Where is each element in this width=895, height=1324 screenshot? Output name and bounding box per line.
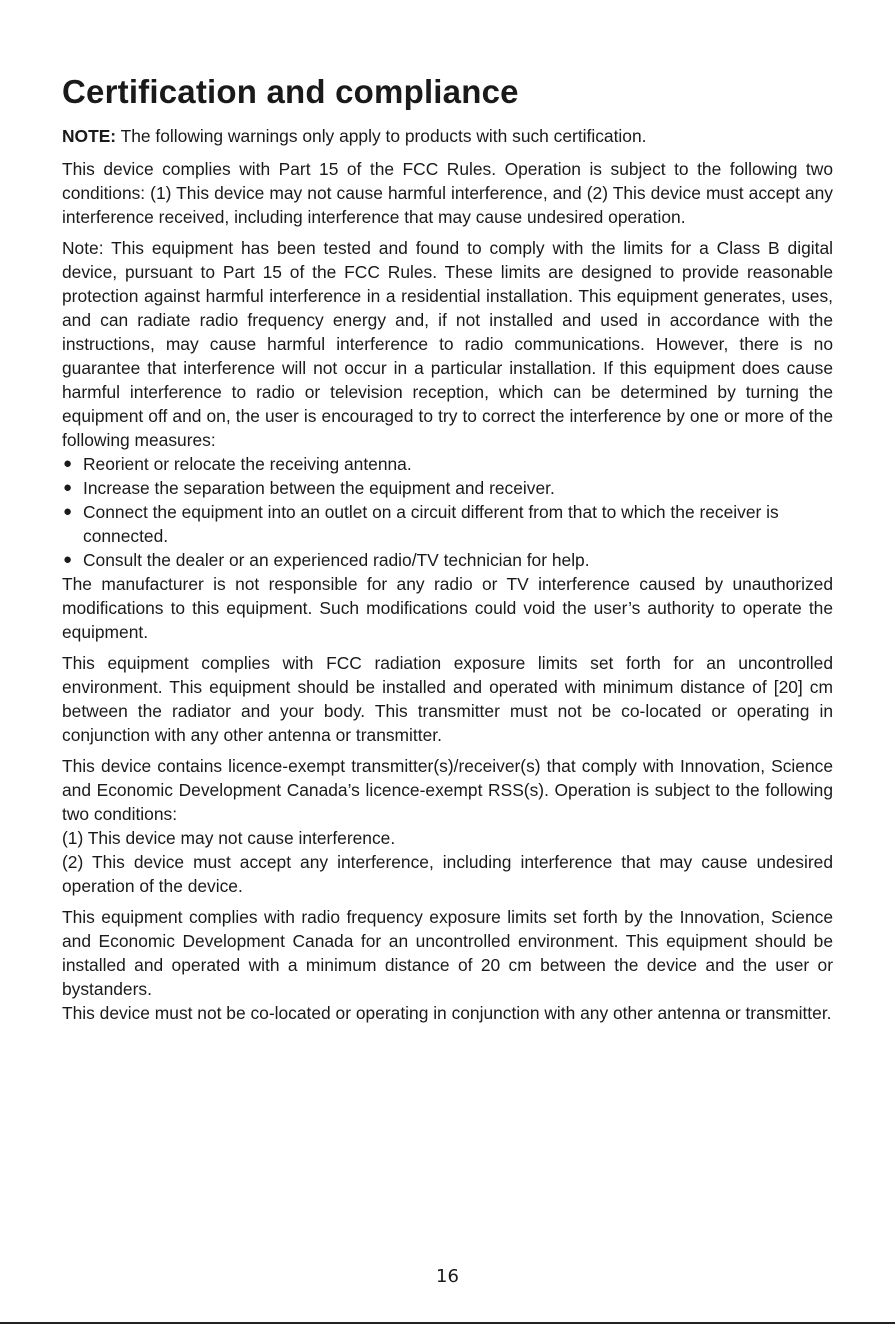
ised-condition-2: (2) This device must accept any interference, including interference that may cause undesired operation of the device. <box>62 851 833 896</box>
list-item: ● Increase the separation between the equipment and receiver. <box>63 477 555 498</box>
note-label: NOTE: <box>62 125 117 146</box>
list-item: ● Reorient or relocate the receiving antenna. <box>63 453 412 474</box>
fcc-exposure-paragraph: This equipment complies with FCC radiation exposure limits set forth for an uncontrolled environment. This equipment should be installed and operated with minimum distance of [20] cm between the radiator and your body. This transmitter must not be co-located or operating in conjunction with any other antenna or transmitter. <box>62 652 833 745</box>
bullet-icon: ● <box>63 550 73 568</box>
ised-condition-1: (1) This device may not cause interference. <box>62 827 396 848</box>
ised-exposure-paragraph: This equipment complies with radio frequency exposure limits set forth by the Innovation, Science and Economic Development Canada for an uncontrolled environment. This equipment should be installed and operated with a minimum distance of 20 cm between the device and the user or bystanders. <box>62 906 833 999</box>
certification-note <box>62 124 833 148</box>
interference-measures-list <box>62 452 833 572</box>
bullet-icon: ● <box>63 454 73 472</box>
co-location-paragraph: This device must not be co-located or operating in conjunction with any other antenna or transmitter. <box>62 1002 832 1023</box>
list-item: ● Consult the dealer or an experienced radio/TV technician for help. <box>63 549 590 570</box>
class-b-note-paragraph: Note: This equipment has been tested and found to comply with the limits for a Class B digital device, pursuant to Part 15 of the FCC Rules. These limits are designed to provide reasonable protection against harmful interference in a residential installation. This equipment generates, uses, and can radiate radio frequency energy and, if not installed and used in accordance with the instructions, may cause harmful interference to radio communications. However, there is no guarantee that interference will not occur in a particular installation. If this equipment does cause harmful interference to radio or television reception, which can be determined by turning the equipment off and on, the user is encouraged to try to correct the interference by one or more of the following measures: <box>62 237 833 450</box>
ised-licence-paragraph: This device contains licence-exempt transmitter(s)/receiver(s) that comply with Innovation, Science and Economic Development Canada’s licence-exempt RSS(s). Operation is subject to the following two conditions: <box>62 755 833 824</box>
page-title: Certification and compliance <box>62 73 519 110</box>
note-text: The following warnings only apply to products with such certification. <box>116 125 647 146</box>
document-page <box>62 72 833 1032</box>
list-item: ● Connect the equipment into an outlet on a circuit different from that to which the receiver is connected. <box>63 501 779 546</box>
page-number: 16 <box>436 1266 459 1287</box>
fcc-part15-paragraph: This device complies with Part 15 of the FCC Rules. Operation is subject to the following two conditions: (1) This device may not cause harmful interference, and (2) This device must accept any interference received, including interference that may cause undesired operation. <box>62 158 833 227</box>
bullet-icon: ● <box>63 502 73 520</box>
bullet-icon: ● <box>63 478 73 496</box>
manufacturer-disclaimer-paragraph: The manufacturer is not responsible for any radio or TV interference caused by unauthorized modifications to this equipment. Such modifications could void the user’s authority to operate the equipment. <box>62 573 833 642</box>
